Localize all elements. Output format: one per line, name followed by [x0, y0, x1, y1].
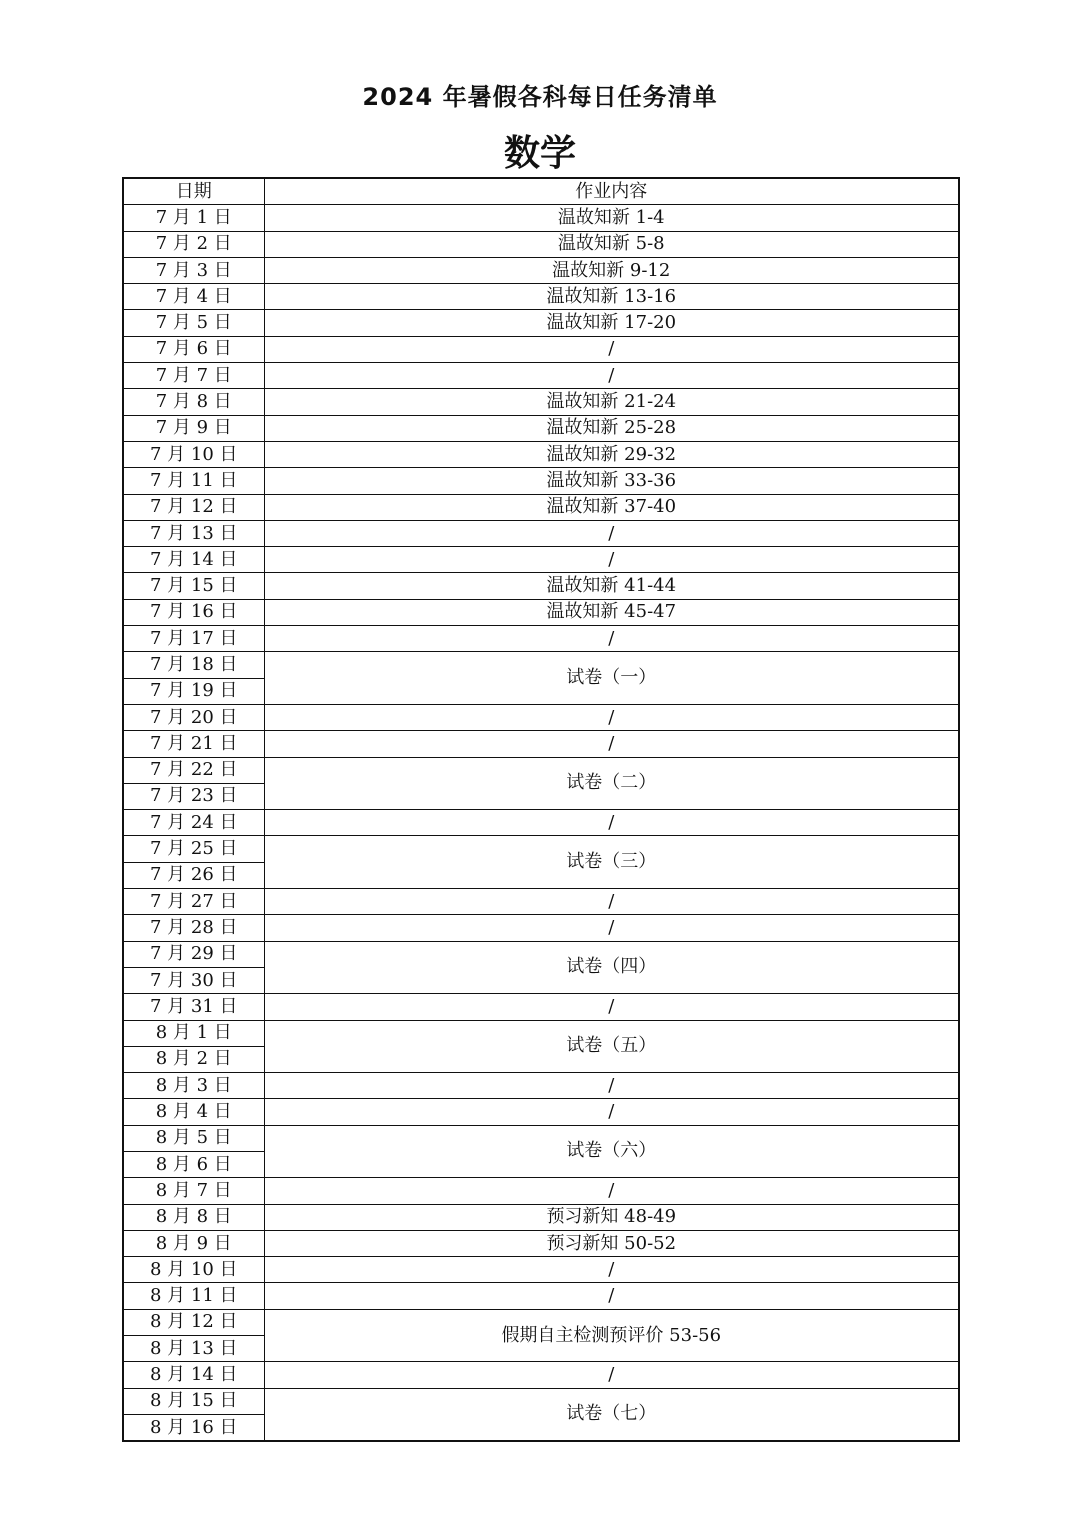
- task-cell: 预习新知 50-52: [264, 1230, 959, 1256]
- table-row: [123, 520, 959, 546]
- task-cell: 试卷（三）: [264, 836, 959, 889]
- table-row: [123, 468, 959, 494]
- date-cell: 7 月 29 日: [123, 941, 264, 967]
- table-row: [123, 889, 959, 915]
- table-row: [123, 257, 959, 283]
- task-cell: 温故知新 45-47: [264, 599, 959, 625]
- task-cell: 试卷（七）: [264, 1388, 959, 1441]
- task-cell: /: [264, 363, 959, 389]
- date-cell: 7 月 8 日: [123, 389, 264, 415]
- date-cell: 7 月 16 日: [123, 599, 264, 625]
- task-cell: /: [264, 1178, 959, 1204]
- date-cell: 8 月 11 日: [123, 1283, 264, 1309]
- task-cell: 温故知新 1-4: [264, 205, 959, 231]
- table-row: [123, 336, 959, 362]
- table-row: [123, 547, 959, 573]
- column-header-task: 作业内容: [264, 178, 959, 205]
- task-cell: 假期自主检测预评价 53-56: [264, 1309, 959, 1362]
- date-cell: 8 月 16 日: [123, 1414, 264, 1441]
- table-row: [123, 836, 959, 862]
- date-cell: 7 月 6 日: [123, 336, 264, 362]
- table-row: [123, 915, 959, 941]
- date-cell: 8 月 9 日: [123, 1230, 264, 1256]
- table-row: [123, 284, 959, 310]
- table-row: [123, 389, 959, 415]
- task-cell: /: [264, 520, 959, 546]
- table-row: [123, 1125, 959, 1151]
- task-cell: 温故知新 17-20: [264, 310, 959, 336]
- date-cell: 7 月 27 日: [123, 889, 264, 915]
- task-cell: 试卷（五）: [264, 1020, 959, 1073]
- task-cell: 温故知新 37-40: [264, 494, 959, 520]
- table-row: [123, 941, 959, 967]
- date-cell: 8 月 2 日: [123, 1046, 264, 1072]
- date-cell: 7 月 19 日: [123, 678, 264, 704]
- table-row: [123, 652, 959, 678]
- table-row: [123, 1230, 959, 1256]
- date-cell: 7 月 26 日: [123, 862, 264, 888]
- date-cell: 7 月 23 日: [123, 783, 264, 809]
- task-cell: /: [264, 810, 959, 836]
- date-cell: 7 月 4 日: [123, 284, 264, 310]
- date-cell: 7 月 9 日: [123, 415, 264, 441]
- task-cell: 温故知新 25-28: [264, 415, 959, 441]
- date-cell: 7 月 22 日: [123, 757, 264, 783]
- date-cell: 7 月 14 日: [123, 547, 264, 573]
- table-row: [123, 757, 959, 783]
- task-table-body: [123, 205, 959, 1441]
- table-row: [123, 205, 959, 231]
- table-row: [123, 573, 959, 599]
- date-cell: 7 月 28 日: [123, 915, 264, 941]
- task-cell: /: [264, 1283, 959, 1309]
- date-cell: 8 月 4 日: [123, 1099, 264, 1125]
- task-cell: 试卷（二）: [264, 757, 959, 810]
- date-cell: 7 月 5 日: [123, 310, 264, 336]
- table-row: [123, 1362, 959, 1388]
- date-cell: 8 月 8 日: [123, 1204, 264, 1230]
- date-cell: 8 月 13 日: [123, 1336, 264, 1362]
- task-cell: 温故知新 33-36: [264, 468, 959, 494]
- task-cell: /: [264, 915, 959, 941]
- date-cell: 7 月 15 日: [123, 573, 264, 599]
- date-cell: 8 月 15 日: [123, 1388, 264, 1414]
- date-cell: 7 月 30 日: [123, 967, 264, 993]
- column-header-date: 日期: [123, 178, 264, 205]
- date-cell: 7 月 18 日: [123, 652, 264, 678]
- date-cell: 7 月 24 日: [123, 810, 264, 836]
- table-row: [123, 494, 959, 520]
- task-cell: /: [264, 626, 959, 652]
- date-cell: 8 月 1 日: [123, 1020, 264, 1046]
- date-cell: 7 月 31 日: [123, 994, 264, 1020]
- table-row: [123, 994, 959, 1020]
- date-cell: 8 月 14 日: [123, 1362, 264, 1388]
- date-cell: 7 月 12 日: [123, 494, 264, 520]
- table-row: [123, 231, 959, 257]
- task-cell: /: [264, 1362, 959, 1388]
- table-row: [123, 1388, 959, 1414]
- task-cell: 试卷（四）: [264, 941, 959, 994]
- date-cell: 8 月 12 日: [123, 1309, 264, 1335]
- table-row: [123, 626, 959, 652]
- page-title: 2024 年暑假各科每日任务清单: [362, 83, 718, 111]
- table-row: [123, 310, 959, 336]
- task-cell: /: [264, 336, 959, 362]
- table-row: [123, 599, 959, 625]
- task-cell: 试卷（六）: [264, 1125, 959, 1178]
- table-row: [123, 1178, 959, 1204]
- task-table: [122, 177, 960, 1442]
- table-row: [123, 441, 959, 467]
- date-cell: 7 月 3 日: [123, 257, 264, 283]
- table-row: [123, 810, 959, 836]
- table-row: [123, 1257, 959, 1283]
- task-cell: 温故知新 29-32: [264, 441, 959, 467]
- task-cell: /: [264, 1257, 959, 1283]
- table-row: [123, 363, 959, 389]
- date-cell: 7 月 2 日: [123, 231, 264, 257]
- table-row: [123, 704, 959, 730]
- task-cell: 温故知新 13-16: [264, 284, 959, 310]
- date-cell: 7 月 21 日: [123, 731, 264, 757]
- table-header-row: [123, 178, 959, 205]
- table-row: [123, 415, 959, 441]
- date-cell: 7 月 11 日: [123, 468, 264, 494]
- task-cell: /: [264, 704, 959, 730]
- task-cell: /: [264, 1099, 959, 1125]
- task-cell: 温故知新 21-24: [264, 389, 959, 415]
- subject-title: 数学: [503, 133, 576, 174]
- table-row: [123, 1020, 959, 1046]
- task-cell: 温故知新 9-12: [264, 257, 959, 283]
- table-row: [123, 1073, 959, 1099]
- date-cell: 7 月 13 日: [123, 520, 264, 546]
- table-row: [123, 731, 959, 757]
- date-cell: 7 月 20 日: [123, 704, 264, 730]
- date-cell: 7 月 1 日: [123, 205, 264, 231]
- date-cell: 8 月 3 日: [123, 1073, 264, 1099]
- date-cell: 8 月 7 日: [123, 1178, 264, 1204]
- task-cell: 试卷（一）: [264, 652, 959, 705]
- table-row: [123, 1099, 959, 1125]
- date-cell: 7 月 10 日: [123, 441, 264, 467]
- date-cell: 7 月 17 日: [123, 626, 264, 652]
- date-cell: 8 月 5 日: [123, 1125, 264, 1151]
- task-cell: /: [264, 1073, 959, 1099]
- table-row: [123, 1204, 959, 1230]
- task-cell: /: [264, 547, 959, 573]
- task-cell: 温故知新 41-44: [264, 573, 959, 599]
- task-cell: /: [264, 994, 959, 1020]
- date-cell: 7 月 7 日: [123, 363, 264, 389]
- task-cell: /: [264, 731, 959, 757]
- date-cell: 8 月 10 日: [123, 1257, 264, 1283]
- task-cell: 温故知新 5-8: [264, 231, 959, 257]
- date-cell: 7 月 25 日: [123, 836, 264, 862]
- table-row: [123, 1309, 959, 1335]
- table-row: [123, 1283, 959, 1309]
- date-cell: 8 月 6 日: [123, 1151, 264, 1177]
- task-cell: 预习新知 48-49: [264, 1204, 959, 1230]
- task-cell: /: [264, 889, 959, 915]
